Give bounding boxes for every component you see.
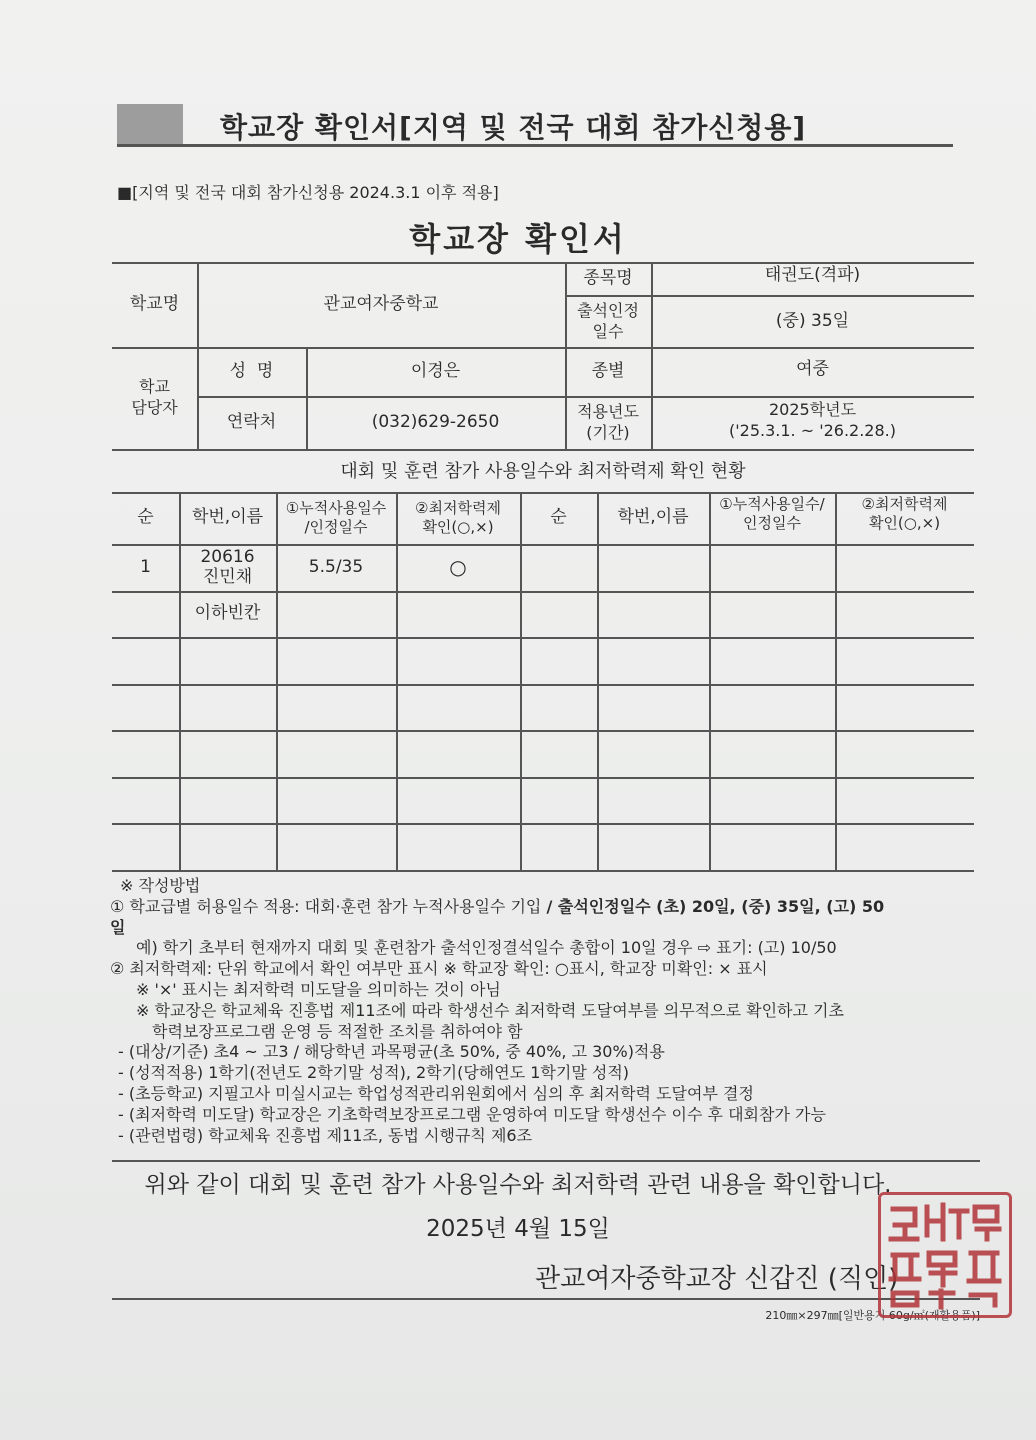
usage-section-title: 대회 및 훈련 참가 사용일수와 최저학력제 확인 현황 bbox=[340, 460, 746, 482]
manager-label: 학교 담당자 bbox=[131, 377, 178, 417]
seal-graphic bbox=[881, 1195, 1009, 1315]
principal-signature: 관교여자중학교장 신갑진 (직인) bbox=[535, 1264, 899, 1294]
row1-min-academic-check: ○ bbox=[449, 555, 467, 579]
table-rule bbox=[520, 492, 522, 870]
school-name-label: 학교명 bbox=[129, 293, 180, 314]
issue-date: 2025년 4월 15일 bbox=[426, 1216, 610, 1242]
applicable-year-value: 2025학년도 ('25.3.1. ~ '26.2.28.) bbox=[729, 400, 896, 440]
table-rule bbox=[112, 684, 974, 686]
name-label: 성 명 bbox=[229, 360, 274, 381]
table-rule bbox=[709, 492, 711, 870]
instruction-line: - (대상/기준) 초4 ~ 고3 / 해당학년 과목평균(초 50%, 중 40%, 고 30%)적용 bbox=[118, 1042, 665, 1062]
col-header-usage-days: ①누적사용일수 /인정일수 bbox=[285, 498, 387, 536]
instruction-line: ※ '×' 표시는 최저학력 미도달을 의미하는 것이 아님 bbox=[136, 979, 501, 999]
instruction-line: 예) 학기 초부터 현재까지 대회 및 훈련참가 출석인정결석일수 총합이 10일 경우 ⇨ 표기: (고) 10/50 bbox=[136, 938, 837, 958]
table-rule bbox=[112, 870, 974, 872]
row1-order: 1 bbox=[140, 556, 151, 577]
col-header-usage-days-2: ①누적사용일수/ 인정일수 bbox=[719, 494, 825, 532]
header-title: 학교장 확인서[지역 및 전국 대회 참가신청용] bbox=[220, 111, 807, 144]
table-rule bbox=[112, 449, 974, 451]
instructions-heading: ※ 작성방법 bbox=[120, 876, 201, 895]
confirmation-statement: 위와 같이 대회 및 훈련 참가 사용일수와 최저학력 관련 내용을 확인합니다. bbox=[144, 1172, 892, 1198]
col-header-student: 학번,이름 bbox=[191, 507, 264, 528]
header-gray-block bbox=[117, 104, 183, 146]
instructions bbox=[110, 876, 990, 1146]
instruction-line: ※ 학교장은 학교체육 진흥법 제11조에 따라 학생선수 최저학력 도달여부를 의무적으로 확인하고 기초 bbox=[136, 1000, 844, 1020]
table-rule bbox=[597, 492, 599, 870]
sport-value: 태권도(격파) bbox=[764, 265, 861, 286]
category-value: 여중 bbox=[796, 358, 829, 379]
instruction-line: ② 최저학력제: 단위 학교에서 확인 여부만 표시 ※ 학교장 확인: ○표시, 학교장 미확인: × 표시 bbox=[110, 959, 768, 979]
instruction-line: ① 학교급별 허용일수 적용: 대회·훈련 참가 누적사용일수 기입 bbox=[110, 896, 547, 916]
document-title: 학교장 확인서 bbox=[409, 220, 627, 258]
instruction-line: - (관련법령) 학교체육 진흥법 제11조, 동법 시행규칙 제6조 bbox=[118, 1125, 533, 1145]
instruction-line: - (성적적용) 1학기(전년도 2학기말 성적), 2학기(당해연도 1학기말 성적) bbox=[118, 1063, 630, 1083]
instruction-line: - (최저학력 미도달) 학교장은 기초학력보장프로그램 운영하여 미도달 학생선수 이수 후 대회참가 가능 bbox=[118, 1104, 826, 1124]
table-rule bbox=[112, 777, 974, 779]
instruction-line: 학력보장프로그램 운영 등 적절한 조치를 취하여야 함 bbox=[152, 1021, 523, 1041]
table-rule bbox=[112, 823, 974, 825]
instruction-line-bold: 일 bbox=[110, 917, 126, 937]
sport-label: 종목명 bbox=[583, 267, 633, 288]
row2-student: 이하빈칸 bbox=[194, 603, 261, 624]
table-rule bbox=[112, 730, 974, 732]
contact-value: (032)629-2650 bbox=[371, 412, 500, 433]
official-seal-stamp bbox=[878, 1192, 1012, 1318]
section-divider bbox=[112, 1160, 980, 1162]
bottom-divider bbox=[112, 1298, 980, 1300]
attendance-days-label: 출석인정 일수 bbox=[577, 300, 639, 341]
instruction-line: - (초등학교) 지필고사 미실시교는 학업성적관리위원회에서 심의 후 최저학력 도달여부 결정 bbox=[118, 1083, 754, 1103]
contact-label: 연락처 bbox=[226, 412, 277, 433]
row1-usage-days: 5.5/35 bbox=[308, 556, 364, 577]
table-rule bbox=[835, 492, 837, 870]
paper-spec-footer: 210㎜×297㎜[일반용지 60g/㎡(재활용품)] bbox=[765, 1309, 980, 1322]
header-underline bbox=[117, 144, 953, 147]
col-header-student-2: 학번,이름 bbox=[617, 507, 689, 528]
table-rule bbox=[112, 637, 974, 639]
col-header-min-academic: ②최저학력제 확인(○,×) bbox=[415, 498, 501, 536]
col-header-order: 순 bbox=[137, 507, 154, 528]
category-label: 종별 bbox=[591, 360, 625, 381]
instruction-line-bold: / 출석인정일수 (초) 20일, (중) 35일, (고) 50 bbox=[546, 896, 885, 916]
row1-student: 20616 진민채 bbox=[200, 546, 255, 587]
col-header-min-academic-2: ②최저학력제 확인(○,×) bbox=[861, 494, 948, 532]
applicable-year-label: 적용년도 (기간) bbox=[577, 402, 639, 442]
attendance-days-value: (중) 35일 bbox=[775, 310, 850, 331]
name-value: 이경은 bbox=[410, 360, 461, 381]
applicability-note: ■[지역 및 전국 대회 참가신청용 2024.3.1 이후 적용] bbox=[117, 183, 499, 202]
col-header-order-2: 순 bbox=[550, 507, 567, 528]
school-name-value: 관교여자중학교 bbox=[323, 293, 439, 314]
